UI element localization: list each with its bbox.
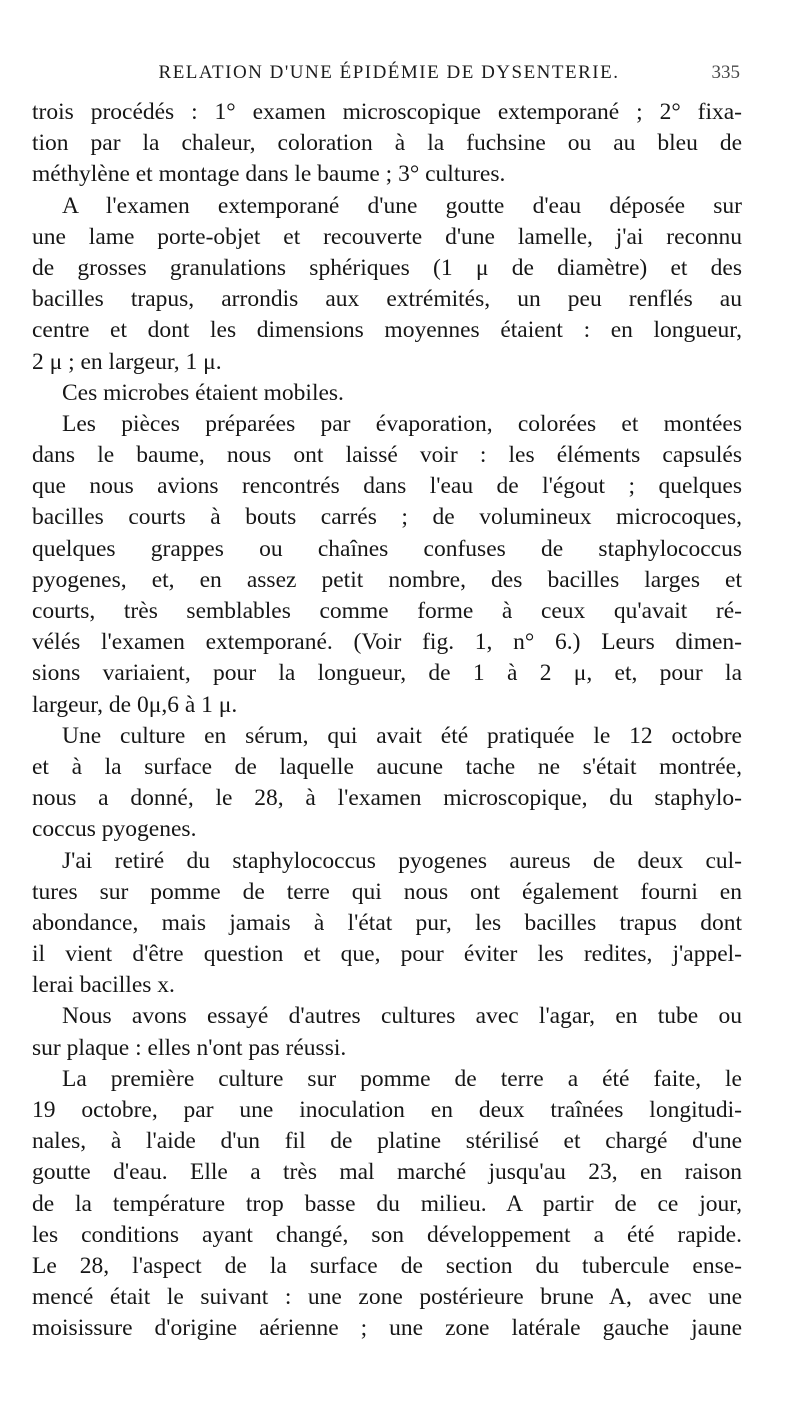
text-line: mencé était le suivant : une zone postérieure brune A, avec une [32,1284,742,1311]
running-title: RELATION D'UNE ÉPIDÉMIE DE DYSENTERIE. [158,62,620,83]
text-line: La première culture sur pomme de terre a été faite, le [62,1065,742,1092]
text-line: 2 μ ; en largeur, 1 μ. [32,348,222,375]
text-line: de la température trop basse du milieu. A partir de ce jour, [32,1190,742,1217]
text-line: Une culture en sérum, qui avait été pratiquée le 12 octobre [62,722,742,749]
text-line: J'ai retiré du staphylococcus pyogenes aureus de deux cul- [62,847,742,874]
running-head [38,58,740,88]
text-line: nales, à l'aide d'un fil de platine stérilisé et chargé d'une [32,1128,742,1155]
text-line: que nous avions rencontrés dans l'eau de l'égout ; quelques [32,473,742,500]
page-number: 335 [711,62,740,83]
text-line: 19 octobre, par une inoculation en deux traînées longitudi- [32,1097,742,1123]
text-line: nous a donné, le 28, à l'examen microscopique, du staphylo- [32,785,742,812]
text-line: et à la surface de laquelle aucune tache ne s'était montrée, [32,753,742,780]
text-line: moisissure d'origine aérienne ; une zone latérale gauche jaune [32,1315,742,1342]
text-line: les conditions ayant changé, son développement a été rapide. [32,1221,742,1248]
text-line: de grosses granulations sphériques (1 μ de diamètre) et des [32,254,742,281]
text-line: abondance, mais jamais à l'état pur, les bacilles trapus dont [32,909,742,936]
text-line: lerai bacilles x. [32,972,175,999]
body-text [32,97,742,1345]
text-line: vélés l'examen extemporané. (Voir fig. 1, n° 6.) Leurs dimen- [32,629,742,656]
text-line: Nous avons essayé d'autres cultures avec l'agar, en tube ou [62,1003,742,1030]
text-line: largeur, de 0μ,6 à 1 μ. [32,691,238,718]
text-line: centre et dont les dimensions moyennes étaient : en longueur, [32,317,742,344]
text-line: bacilles courts à bouts carrés ; de volumineux microcoques, [32,504,742,531]
text-line: tion par la chaleur, coloration à la fuchsine ou au bleu de [32,130,742,157]
text-line: Ces microbes étaient mobiles. [62,379,344,406]
text-line: trois procédés : 1° examen microscopique extemporané ; 2° fixa- [32,99,742,125]
text-line: Le 28, l'aspect de la surface de section du tubercule ense- [32,1252,742,1279]
text-line: coccus pyogenes. [32,816,197,843]
text-line: sions variaient, pour la longueur, de 1 à 2 μ, et, pour la [32,660,742,687]
text-line: bacilles trapus, arrondis aux extrémités, un peu renflés au [32,286,742,313]
text-line: il vient d'être question et que, pour éviter les redites, j'appel- [32,941,742,968]
text-line: pyogenes, et, en assez petit nombre, des bacilles larges et [32,566,742,593]
text-line: courts, très semblables comme forme à ceux qu'avait ré- [32,598,742,624]
text-line: dans le baume, nous ont laissé voir : les éléments capsulés [32,442,742,469]
text-line: méthylène et montage dans le baume ; 3° cultures. [32,161,506,188]
text-line: Les pièces préparées par évaporation, colorées et montées [62,410,742,437]
text-line: tures sur pomme de terre qui nous ont également fourni en [32,878,742,905]
text-line: quelques grappes ou chaînes confuses de staphylococcus [32,535,742,562]
text-line: A l'examen extemporané d'une goutte d'eau déposée sur [62,192,742,219]
text-line: une lame porte-objet et recouverte d'une lamelle, j'ai reconnu [32,223,742,250]
text-line: goutte d'eau. Elle a très mal marché jusqu'au 23, en raison [32,1159,742,1186]
text-line: sur plaque : elles n'ont pas réussi. [32,1034,347,1061]
